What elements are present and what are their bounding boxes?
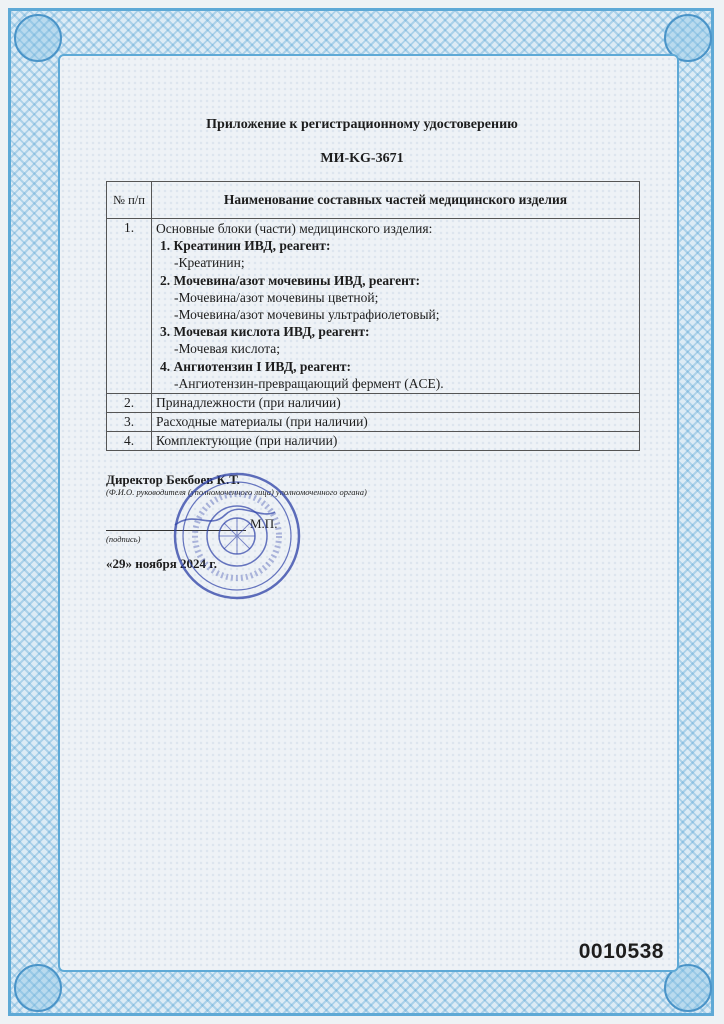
official-stamp [165, 470, 310, 605]
row-number: 1. [107, 219, 152, 394]
row-content: Расходные материалы (при наличии) [152, 413, 640, 432]
table-row [107, 219, 640, 394]
issue-date: «29» ноября 2024 г. [106, 556, 217, 571]
director-caption: (Ф.И.О. руководителя (уполномоченного лица) уполномоченного органа) [106, 487, 367, 497]
block-title: Мочевина/азот мочевины ИВД, реагент: [173, 272, 421, 288]
row-content [152, 219, 640, 394]
list-subitem: -Мочевина/азот мочевины цветной; [174, 289, 379, 305]
corner-ornament [14, 14, 62, 62]
corner-ornament [14, 964, 62, 1012]
table-row [107, 394, 640, 413]
list-item: 3. Мочевая кислота ИВД, реагент: [160, 324, 370, 340]
stamp-place-label: М.П. [250, 516, 278, 531]
column-header-name: Наименование составных частей медицинского изделия [152, 182, 640, 219]
block-title: Мочевая кислота ИВД, реагент: [173, 324, 370, 340]
row-number: 4. [107, 432, 152, 451]
row-number: 3. [107, 413, 152, 432]
registration-number: 0010538 [578, 940, 664, 963]
list-subitem: -Мочевая кислота; [174, 341, 281, 357]
intro-text: Основные блоки (части) медицинского изделия: [156, 221, 433, 236]
row-content: Комплектующие (при наличии) [152, 432, 640, 451]
table-row [107, 432, 640, 451]
director-name: Директор Бекбоев К.Т. [106, 472, 240, 487]
list-item: 4. Ангиотензин I ИВД, реагент: [160, 358, 352, 374]
list-subitem: -Мочевина/азот мочевины ультрафиолетовый; [174, 307, 440, 323]
column-header-number: № п/п [107, 182, 152, 219]
document-title: Приложение к регистрационному удостоверению [206, 117, 518, 132]
list-item: 1. Креатинин ИВД, реагент: [160, 238, 331, 254]
table-row [107, 413, 640, 432]
list-subitem: -Ангиотензин-превращающий фермент (ACE). [174, 375, 444, 391]
components-table [106, 181, 640, 451]
list-subitem: -Креатинин; [174, 255, 245, 271]
document-number: МИ-KG-3671 [320, 151, 404, 166]
row-number: 2. [107, 394, 152, 413]
row-content: Принадлежности (при наличии) [152, 394, 640, 413]
list-item: 2. Мочевина/азот мочевины ИВД, реагент: [160, 272, 421, 288]
signature-caption: (подпись) [106, 534, 141, 544]
block-title: Ангиотензин I ИВД, реагент: [173, 358, 352, 374]
table-header-row [107, 182, 640, 219]
block-title: Креатинин ИВД, реагент: [173, 238, 331, 254]
